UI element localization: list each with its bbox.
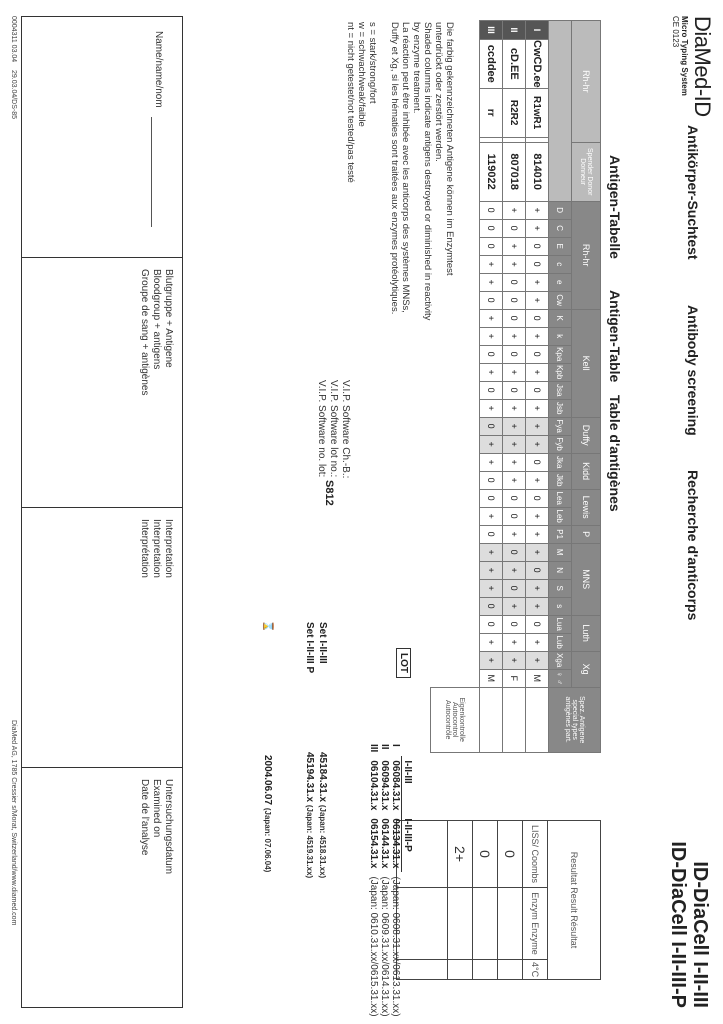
result-col-enzyme: Enzym Enzyme [523,888,548,960]
antigen-col-11: Jsb [549,399,572,417]
antigen-title-de: Antigen-Tabelle [607,155,623,259]
antigen-value: + [526,435,549,453]
antigen-value: 0 [503,381,526,399]
antigen-value: + [526,327,549,345]
antigen-value: + [503,435,526,453]
antigen-value: + [480,651,503,669]
antigen-col-13: Fyb [549,435,572,453]
result-handwritten-3[interactable]: 2+ [448,821,473,888]
group-mns: MNS [572,543,601,615]
lot-row [379,740,390,1021]
antigen-value: + [526,597,549,615]
antigen-value: 0 [503,291,526,309]
antigen-value: 0 [526,381,549,399]
antigen-value: 0 [526,255,549,273]
antigen-value: 0 [526,561,549,579]
antigen-value: + [480,543,503,561]
antigen-value: + [480,507,503,525]
brand-subtitle: Micro Typing System [680,16,689,96]
antigen-value: 0 [526,489,549,507]
antigen-row [526,21,549,753]
antigen-value: 0 [480,237,503,255]
expiry-date: 2004.06.07 (Japan: 07.06.04) [262,755,273,873]
antigen-value: 0 [503,273,526,291]
row-number: II [503,21,526,40]
antigen-value: + [526,651,549,669]
antigen-col-21: S [549,579,572,597]
lot-label: LOT [396,648,411,678]
antigen-value: 0 [480,345,503,363]
antigen-value: + [526,525,549,543]
lot-table: I-II-III I-II-III-P I 06084.31.x 06134.31.x (Japan: 0608.31.xx/0613.31.xx) II 06094.31.x 06144.31.x (Japan: 0609.31.xx/0614.31.xx) III 06104.31.x 06154.31.x (Japan: 0610.31.xx/0615.31.xx) [368,740,413,1021]
antigen-row [480,21,503,753]
antigen-value: 0 [480,615,503,633]
antigen-value: + [526,399,549,417]
antigen-value: 0 [480,525,503,543]
antigen-col-22: s [549,597,572,615]
antigen-table [430,20,601,753]
rhhr-head: Rh-hr [572,21,601,143]
antigen-title-fr: Table d'antigènes [607,395,623,512]
set-label-2: Set I-II-III P [304,622,315,674]
hourglass-icon: ⌛ [262,620,273,633]
antigen-value: + [526,219,549,237]
vip-value: S812 [323,480,335,506]
antigen-value: 0 [480,219,503,237]
donor-number: 814010 [526,142,549,201]
antigen-value: + [526,579,549,597]
result-cell[interactable] [473,960,498,980]
antigen-value: + [503,201,526,219]
lot-japan: (Japan: 0608.31.xx/0613.31.xx) [390,876,402,1017]
phenotype: ccddee [480,40,503,89]
antigen-col-9: Kpb [549,363,572,381]
antigen-col-5: Cw [549,291,572,309]
special-antigen [480,687,503,752]
result-col-liss: LISS/ Coombs [523,821,548,888]
date-label: Untersuchungsdatum Examined on Date de l'analyse [139,779,174,875]
antigen-value: + [526,507,549,525]
result-cell[interactable] [448,960,473,980]
antigen-value: 0 [480,489,503,507]
donor-head: Spender Donor Donneur [572,142,601,201]
name-label: Name/name/nom [153,31,164,108]
antigen-value: 0 [503,579,526,597]
rh-formula: R2R2 [503,88,526,137]
lot-cell: III [368,744,379,753]
antigen-col-15: Jkb [549,471,572,489]
antigen-value: + [503,471,526,489]
antigen-value: 0 [503,219,526,237]
antigen-value: + [503,417,526,435]
ce-mark: CE 0123 [671,16,680,48]
antigen-value: F [503,669,526,687]
antigen-value: 0 [503,507,526,525]
special-antigen [526,687,549,752]
bottom-form [21,16,183,1008]
antigen-value: 0 [526,615,549,633]
antigen-value: 0 [503,309,526,327]
antigen-col-4: e [549,273,572,291]
rh-formula: rr [480,88,503,137]
product-title: ID-DiaCell I-II-III ID-DiaCell I-II-III-P [667,841,711,1008]
rh-formula: R1wR1 [526,88,549,137]
group-rh: Rh-hr [572,201,601,309]
vip-software-block: V.I.P. Software Ch.-B.: V.I.P. Software lot no.: V.I.P. Software no. lot: [316,380,351,479]
antigen-value: + [503,255,526,273]
antigen-value: + [526,363,549,381]
result-cell[interactable] [498,888,523,960]
result-handwritten-2[interactable]: 0 [473,821,498,888]
result-title: Resultat Result Résultat [548,821,601,980]
group-kell: Kell [572,309,601,417]
header-de: Antikörper-Suchtest [685,125,701,260]
bloodgroup-label: Blutgruppe + Antigene Bloodgroup + antigens Groupe de sang + antigènes [139,269,174,396]
antigen-value: + [503,327,526,345]
antigen-col-20: N [549,561,572,579]
footer-right: DiaMed AG, 1785 Cressier s/Morat, Switzerland/www.diamed.com [10,720,17,926]
antigen-col-18: P1 [549,525,572,543]
group-duffy: Duffy [572,417,601,453]
phenotype: cD.EE [503,40,526,89]
lot-row [368,740,379,1021]
footer-left: 0004311 03.04 29.03.04/DS-85 [10,16,17,120]
antigen-value: + [480,561,503,579]
antigen-value: + [503,399,526,417]
result-cell[interactable] [498,960,523,980]
antigen-col-10: Jsa [549,381,572,399]
antigen-value: + [480,453,503,471]
antigen-value: 0 [526,345,549,363]
antigen-value: 0 [526,309,549,327]
antigen-value: + [503,561,526,579]
lot-cell: II [379,744,390,750]
antigen-value: + [480,579,503,597]
antigen-value: 0 [526,237,549,255]
antigen-value: + [526,291,549,309]
antigen-value: 0 [480,597,503,615]
antigen-col-24: Lub [549,633,572,651]
lot-cell: 06144.31.x [379,818,390,869]
lot-cell: 06104.31.x [368,760,379,811]
antigen-title-en: Antigen-Table [607,290,623,383]
result-table [396,820,601,980]
antigen-col-26: ♀ ♂ [549,669,572,687]
donor-number: 807018 [503,142,526,201]
row-number: I [526,21,549,40]
antigen-value: + [480,273,503,291]
group-p: P [572,525,601,543]
lot-row [390,740,402,1021]
antigen-col-7: k [549,327,572,345]
antigen-value: + [480,435,503,453]
antigen-value: + [480,309,503,327]
result-cell[interactable] [473,888,498,960]
antigen-value: 0 [503,345,526,363]
antigen-value: 0 [480,381,503,399]
lot-japan: (Japan: 0609.31.xx/0614.31.xx) [379,876,390,1017]
antigen-value: 0 [480,291,503,309]
antigen-col-17: Leb [549,507,572,525]
antigen-col-0: D [549,201,572,219]
antigen-col-3: c [549,255,572,273]
antigen-value: + [526,273,549,291]
notes-block: Die farbig gekennzeichneten Antigene können im Enzymtest unterdrückt oder zerstört werden. Shaded columns indicate antigens destroyed or diminished in reactivity by enzyme treatment. La réaction peut être inhibée avec les anticorps des systèmes MNSs, Duffy et Xg, si les hématies sont traitées aux enzymes protéolytiques. [389,22,455,321]
lot-japan: (Japan: 0610.31.xx/0615.31.xx) [368,876,379,1017]
group-spec: Spez. Antigene special types antigènes part. [549,687,601,752]
antigen-value: + [480,255,503,273]
antigen-value: + [526,633,549,651]
lot-cell: 06154.31.x [368,818,379,869]
antigen-value: 0 [503,543,526,561]
antigen-value: + [503,237,526,255]
antigen-value: + [480,363,503,381]
group-xg: Xg [572,651,601,687]
lot-cell: 06084.31.x [390,760,401,811]
antigen-value: 0 [503,489,526,507]
antigen-col-6: K [549,309,572,327]
antigen-value: + [480,633,503,651]
special-antigen [503,687,526,752]
phenotype: CwCD.ee [526,40,549,89]
interpretation-label: Interpretation Interpretation Interprétation [139,519,174,578]
antigen-value: 0 [503,615,526,633]
row-number: III [480,21,503,40]
set-value-2: 45194.31.x (Japan: 4519.31.xx) [304,752,315,879]
antigen-value: + [503,363,526,381]
set-value-1: 45184.31.x (Japan: 4518.31.xx) [317,752,328,879]
antigen-value: + [503,525,526,543]
antigen-value: M [526,669,549,687]
lot-cell: I [390,744,402,747]
antigen-row [503,21,526,753]
antigen-value: + [503,453,526,471]
antigen-col-2: E [549,237,572,255]
set-label-1: Set I-II-III [317,622,328,664]
antigen-col-16: Lea [549,489,572,507]
antigen-value: + [526,543,549,561]
header-fr: Recherche d'anticorps [685,470,701,621]
lot-cell: 06094.31.x [379,760,390,811]
donor-number: 119022 [480,142,503,201]
antigen-value: + [503,651,526,669]
antigen-col-23: Lua [549,615,572,633]
autocontrol-label: Eigenkontrolle Autocontrol Autocontrôle [431,687,480,752]
antigen-value: + [526,471,549,489]
antigen-value: + [480,399,503,417]
antigen-value: 0 [526,453,549,471]
antigen-col-12: Fya [549,417,572,435]
group-kidd: Kidd [572,453,601,489]
antigen-col-8: Kpa [549,345,572,363]
antigen-value: 0 [480,471,503,489]
antigen-col-19: M [549,543,572,561]
group-lewis: Lewis [572,489,601,525]
antigen-col-14: Jka [549,453,572,471]
legend-block: s = stark/strong/fort w = schwach/weak/faible nt = nicht getestet/not tested/pas testé [345,22,378,183]
antigen-col-1: C [549,219,572,237]
antigen-value: + [526,417,549,435]
name-line[interactable] [151,117,152,227]
antigen-col-25: Xga [549,651,572,669]
group-luth: Luth [572,615,601,651]
brand-block [671,16,715,117]
antigen-value: 0 [480,201,503,219]
lot-cell: 06134.31.x [390,818,401,869]
diamed-logo: DiaMed-ID [690,16,715,117]
antigen-value: + [503,633,526,651]
antigen-value: + [480,327,503,345]
antigen-value: M [480,669,503,687]
result-handwritten-1[interactable]: 0 [498,821,523,888]
antigen-value: + [503,597,526,615]
result-cell[interactable] [448,888,473,960]
header-en: Antibody screening [685,305,701,436]
result-col-4c: 4°C [523,960,548,980]
antigen-value: 0 [480,417,503,435]
antigen-value: + [526,201,549,219]
